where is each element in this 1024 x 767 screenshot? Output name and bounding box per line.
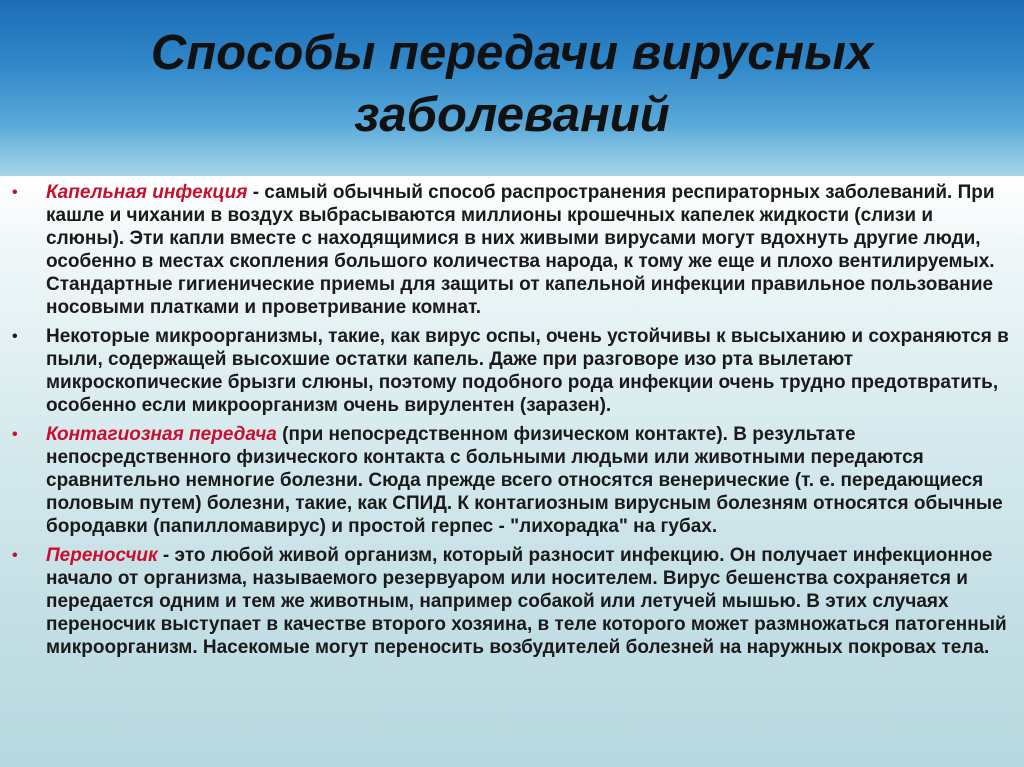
bullet-term: Капельная инфекция <box>46 182 248 203</box>
bullet-list <box>0 181 1024 665</box>
bullet-item-dust <box>0 325 1024 417</box>
bullet-dot-icon: • <box>12 184 18 201</box>
bullet-text: - самый обычный способ распространения респираторных заболеваний. При кашле и чихании в воздух выбрасываются миллионы крошечных капелек жидкости (слизи и слюны). Эти капли вместе с находящимися в них живыми вирусами могут вдохнуть другие люди, особенно в местах скопления большого количества народа, к тому же еще и плохо вентилируемых. Стандартные гигиенические приемы для защиты от капельной инфекции правильное пользование носовыми платками и проветривание комнат. <box>46 182 995 318</box>
bullet-term: Контагиозная передача <box>46 424 277 445</box>
bullet-item-contact <box>0 423 1024 538</box>
slide-title-line1: Способы передачи вирусных <box>150 26 874 80</box>
bullet-text: Некоторые микроорганизмы, такие, как вирус оспы, очень устойчивы к высыханию и сохраняются в пыли, содержащей высохшие остатки капель. Даже при разговоре изо рта вылетают микроскопические брызги слюны, поэтому подобного рода инфекции очень трудно предотвратить, особенно если микроорганизм очень вирулентен (заразен). <box>46 326 1009 416</box>
bullet-item-vector <box>0 544 1024 659</box>
bullet-item-droplet <box>0 181 1024 319</box>
slide-title <box>0 22 1024 146</box>
bullet-text: (при непосредственном физическом контакте). В результате непосредственного физического контакта с больными людьми или животными передаются сравнительно немногие болезни. Сюда прежде всего относятся венерические (т. е. передающиеся половым путем) болезни, такие, как СПИД. К контагиозным вирусным болезням относятся обычные бородавки (папилломавирус) и простой герпес - "лихорадка" на губах. <box>46 424 1003 537</box>
bullet-dot-icon: • <box>12 328 18 345</box>
slide-title-line2: заболеваний <box>354 88 670 142</box>
bullet-text: - это любой живой организм, который разносит инфекцию. Он получает инфекционное начало от организма, называемого резервуаром или носителем. Вирус бешенства сохраняется и передается одним и тем же животным, например собакой или летучей мышью. В этих случаях переносчик выступает в качестве второго хозяина, в теле которого может размножаться патогенный микроорганизм. Насекомые могут переносить возбудителей болезней на наружных покровах тела. <box>46 545 1007 658</box>
bullet-term: Переносчик <box>46 545 158 566</box>
bullet-dot-icon: • <box>12 547 18 564</box>
bullet-dot-icon: • <box>12 426 18 443</box>
